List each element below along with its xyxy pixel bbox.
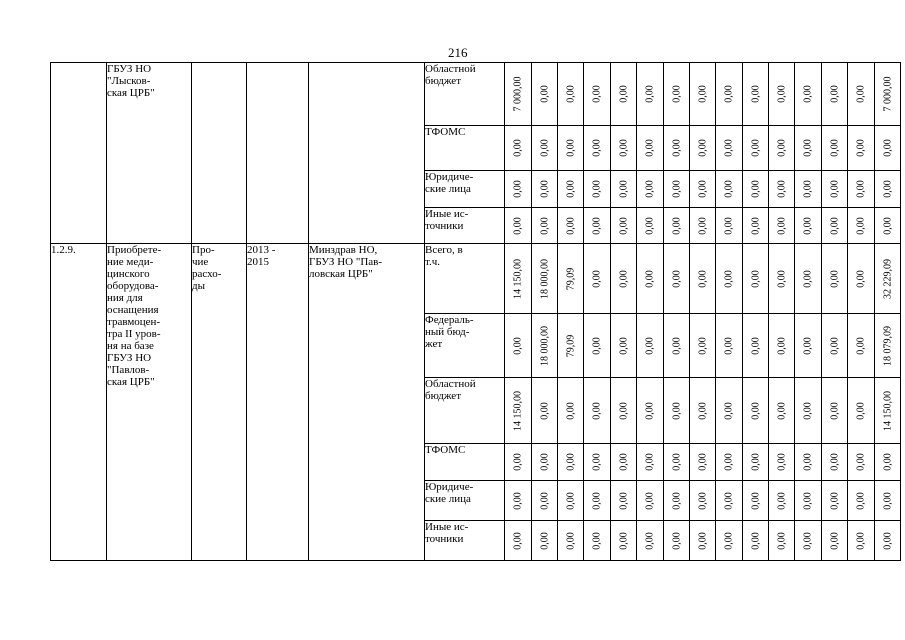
number-cell xyxy=(51,63,107,244)
entity-name-cell: ГБУЗ НО "Лысков- ская ЦРБ" xyxy=(107,63,192,244)
funding-source-cell: Юридиче- ские лица xyxy=(425,481,505,521)
value-cell: 0,00 xyxy=(716,244,743,314)
value-cell: 0,00 xyxy=(505,481,532,521)
value-cell: 0,00 xyxy=(716,171,743,208)
value-cell: 0,00 xyxy=(848,208,875,244)
value-cell: 0,00 xyxy=(822,208,848,244)
total-value-cell: 7 000,00 xyxy=(875,63,901,126)
item-number-cell: 1.2.9. xyxy=(51,244,107,561)
value-cell: 0,00 xyxy=(848,126,875,171)
value-cell: 0,00 xyxy=(690,208,716,244)
value-cell: 0,00 xyxy=(584,378,611,444)
total-value-cell: 18 079,09 xyxy=(875,314,901,378)
value-cell: 0,00 xyxy=(664,314,690,378)
value-cell: 0,00 xyxy=(584,171,611,208)
total-value-cell: 0,00 xyxy=(875,521,901,561)
value-cell: 0,00 xyxy=(743,481,769,521)
executor-cell xyxy=(309,63,425,244)
value-cell: 0,00 xyxy=(584,481,611,521)
value-cell: 0,00 xyxy=(505,171,532,208)
value-cell: 0,00 xyxy=(611,444,637,481)
value-cell: 0,00 xyxy=(848,314,875,378)
value-cell: 0,00 xyxy=(743,378,769,444)
total-value-cell: 32 229,09 xyxy=(875,244,901,314)
value-cell: 0,00 xyxy=(611,244,637,314)
value-cell: 18 000,00 xyxy=(532,314,558,378)
value-cell: 0,00 xyxy=(743,171,769,208)
value-cell: 0,00 xyxy=(716,63,743,126)
value-cell: 0,00 xyxy=(558,208,584,244)
funding-source-cell: Юридиче- ские лица xyxy=(425,171,505,208)
value-cell: 0,00 xyxy=(584,126,611,171)
value-cell: 79,09 xyxy=(558,314,584,378)
value-cell: 0,00 xyxy=(558,444,584,481)
value-cell: 0,00 xyxy=(584,444,611,481)
total-value-cell: 14 150,00 xyxy=(875,378,901,444)
value-cell: 0,00 xyxy=(690,63,716,126)
value-cell: 0,00 xyxy=(690,171,716,208)
value-cell: 0,00 xyxy=(743,126,769,171)
value-cell: 0,00 xyxy=(822,244,848,314)
value-cell: 0,00 xyxy=(664,171,690,208)
value-cell: 0,00 xyxy=(848,171,875,208)
funding-source-cell: ТФОМС xyxy=(425,126,505,171)
value-cell: 0,00 xyxy=(611,126,637,171)
value-cell: 0,00 xyxy=(637,171,664,208)
value-cell: 0,00 xyxy=(822,444,848,481)
value-cell: 0,00 xyxy=(584,244,611,314)
value-cell: 0,00 xyxy=(848,378,875,444)
value-cell: 0,00 xyxy=(505,444,532,481)
value-cell: 0,00 xyxy=(664,126,690,171)
value-cell: 0,00 xyxy=(584,521,611,561)
value-cell: 7 000,00 xyxy=(505,63,532,126)
value-cell: 0,00 xyxy=(848,521,875,561)
value-cell: 0,00 xyxy=(664,244,690,314)
funding-source-cell: Областной бюджет xyxy=(425,378,505,444)
value-cell: 0,00 xyxy=(769,126,795,171)
value-cell: 0,00 xyxy=(795,208,822,244)
value-cell: 0,00 xyxy=(505,126,532,171)
value-cell: 0,00 xyxy=(637,521,664,561)
value-cell: 0,00 xyxy=(584,63,611,126)
expense-cell xyxy=(192,63,247,244)
value-cell: 0,00 xyxy=(769,378,795,444)
value-cell: 0,00 xyxy=(769,314,795,378)
value-cell: 0,00 xyxy=(795,444,822,481)
budget-table xyxy=(50,62,901,561)
table-row xyxy=(51,244,901,314)
value-cell: 0,00 xyxy=(532,378,558,444)
value-cell: 0,00 xyxy=(822,378,848,444)
value-cell: 0,00 xyxy=(664,444,690,481)
funding-source-cell: ТФОМС xyxy=(425,444,505,481)
total-value-cell: 0,00 xyxy=(875,208,901,244)
value-cell: 0,00 xyxy=(822,126,848,171)
value-cell: 0,00 xyxy=(637,378,664,444)
value-cell: 0,00 xyxy=(637,314,664,378)
value-cell: 0,00 xyxy=(690,126,716,171)
value-cell: 0,00 xyxy=(637,126,664,171)
value-cell: 0,00 xyxy=(532,481,558,521)
funding-source-cell: Иные ис- точники xyxy=(425,208,505,244)
value-cell: 0,00 xyxy=(558,481,584,521)
value-cell: 0,00 xyxy=(716,378,743,444)
value-cell: 0,00 xyxy=(611,208,637,244)
value-cell: 0,00 xyxy=(822,481,848,521)
value-cell: 0,00 xyxy=(743,444,769,481)
value-cell: 0,00 xyxy=(664,208,690,244)
value-cell: 0,00 xyxy=(690,444,716,481)
value-cell: 0,00 xyxy=(795,171,822,208)
funding-source-cell: Федераль- ный бюд- жет xyxy=(425,314,505,378)
value-cell: 0,00 xyxy=(532,208,558,244)
value-cell: 0,00 xyxy=(848,244,875,314)
value-cell: 14 150,00 xyxy=(505,244,532,314)
value-cell: 0,00 xyxy=(716,444,743,481)
value-cell: 0,00 xyxy=(558,171,584,208)
value-cell: 0,00 xyxy=(532,444,558,481)
value-cell: 0,00 xyxy=(558,63,584,126)
value-cell: 0,00 xyxy=(532,521,558,561)
value-cell: 0,00 xyxy=(690,314,716,378)
value-cell: 14 150,00 xyxy=(505,378,532,444)
value-cell: 0,00 xyxy=(637,444,664,481)
value-cell: 0,00 xyxy=(584,208,611,244)
value-cell: 0,00 xyxy=(769,171,795,208)
value-cell: 0,00 xyxy=(611,378,637,444)
value-cell: 0,00 xyxy=(637,481,664,521)
period-cell: 2013 - 2015 xyxy=(247,244,309,561)
value-cell: 0,00 xyxy=(584,314,611,378)
value-cell: 0,00 xyxy=(664,481,690,521)
value-cell: 0,00 xyxy=(532,171,558,208)
page-number: 216 xyxy=(448,45,468,60)
item-name-cell: Приобрете- ние меди- цинского оборудова- ния для оснащения травмоцен- тра II уров- ня на базе ГБУЗ НО "Павлов- ская ЦРБ" xyxy=(107,244,192,561)
value-cell: 0,00 xyxy=(716,126,743,171)
value-cell: 0,00 xyxy=(664,63,690,126)
value-cell: 0,00 xyxy=(611,63,637,126)
value-cell: 0,00 xyxy=(795,126,822,171)
value-cell: 0,00 xyxy=(637,63,664,126)
value-cell: 0,00 xyxy=(848,63,875,126)
value-cell: 0,00 xyxy=(505,521,532,561)
value-cell: 0,00 xyxy=(795,521,822,561)
total-value-cell: 0,00 xyxy=(875,126,901,171)
value-cell: 0,00 xyxy=(611,521,637,561)
value-cell: 0,00 xyxy=(558,521,584,561)
value-cell: 0,00 xyxy=(690,481,716,521)
value-cell: 0,00 xyxy=(664,521,690,561)
value-cell: 0,00 xyxy=(716,521,743,561)
value-cell: 0,00 xyxy=(716,314,743,378)
value-cell: 0,00 xyxy=(743,314,769,378)
value-cell: 0,00 xyxy=(690,378,716,444)
value-cell: 0,00 xyxy=(532,126,558,171)
value-cell: 0,00 xyxy=(743,63,769,126)
funding-source-cell: Иные ис- точники xyxy=(425,521,505,561)
value-cell: 0,00 xyxy=(637,208,664,244)
value-cell: 0,00 xyxy=(769,521,795,561)
value-cell: 0,00 xyxy=(743,244,769,314)
expense-type-cell: Про- чие расхо- ды xyxy=(192,244,247,561)
value-cell: 0,00 xyxy=(532,63,558,126)
period-cell xyxy=(247,63,309,244)
value-cell: 0,00 xyxy=(505,314,532,378)
total-value-cell: 0,00 xyxy=(875,171,901,208)
value-cell: 0,00 xyxy=(822,171,848,208)
executor-cell: Минздрав НО, ГБУЗ НО "Пав- ловская ЦРБ" xyxy=(309,244,425,561)
value-cell: 0,00 xyxy=(822,521,848,561)
value-cell: 0,00 xyxy=(848,444,875,481)
value-cell: 79,09 xyxy=(558,244,584,314)
value-cell: 0,00 xyxy=(743,521,769,561)
value-cell: 0,00 xyxy=(611,171,637,208)
funding-source-cell: Всего, в т.ч. xyxy=(425,244,505,314)
value-cell: 0,00 xyxy=(611,314,637,378)
value-cell: 18 000,00 xyxy=(532,244,558,314)
value-cell: 0,00 xyxy=(690,244,716,314)
value-cell: 0,00 xyxy=(795,481,822,521)
value-cell: 0,00 xyxy=(795,63,822,126)
value-cell: 0,00 xyxy=(769,244,795,314)
total-value-cell: 0,00 xyxy=(875,444,901,481)
value-cell: 0,00 xyxy=(558,126,584,171)
value-cell: 0,00 xyxy=(611,481,637,521)
total-value-cell: 0,00 xyxy=(875,481,901,521)
value-cell: 0,00 xyxy=(716,208,743,244)
value-cell: 0,00 xyxy=(743,208,769,244)
value-cell: 0,00 xyxy=(769,208,795,244)
value-cell: 0,00 xyxy=(769,63,795,126)
value-cell: 0,00 xyxy=(795,244,822,314)
value-cell: 0,00 xyxy=(795,378,822,444)
table-row xyxy=(51,63,901,126)
value-cell: 0,00 xyxy=(822,63,848,126)
value-cell: 0,00 xyxy=(769,444,795,481)
value-cell: 0,00 xyxy=(558,378,584,444)
value-cell: 0,00 xyxy=(690,521,716,561)
value-cell: 0,00 xyxy=(795,314,822,378)
value-cell: 0,00 xyxy=(769,481,795,521)
value-cell: 0,00 xyxy=(716,481,743,521)
value-cell: 0,00 xyxy=(822,314,848,378)
value-cell: 0,00 xyxy=(848,481,875,521)
value-cell: 0,00 xyxy=(637,244,664,314)
funding-source-cell: Областной бюджет xyxy=(425,63,505,126)
value-cell: 0,00 xyxy=(505,208,532,244)
value-cell: 0,00 xyxy=(664,378,690,444)
